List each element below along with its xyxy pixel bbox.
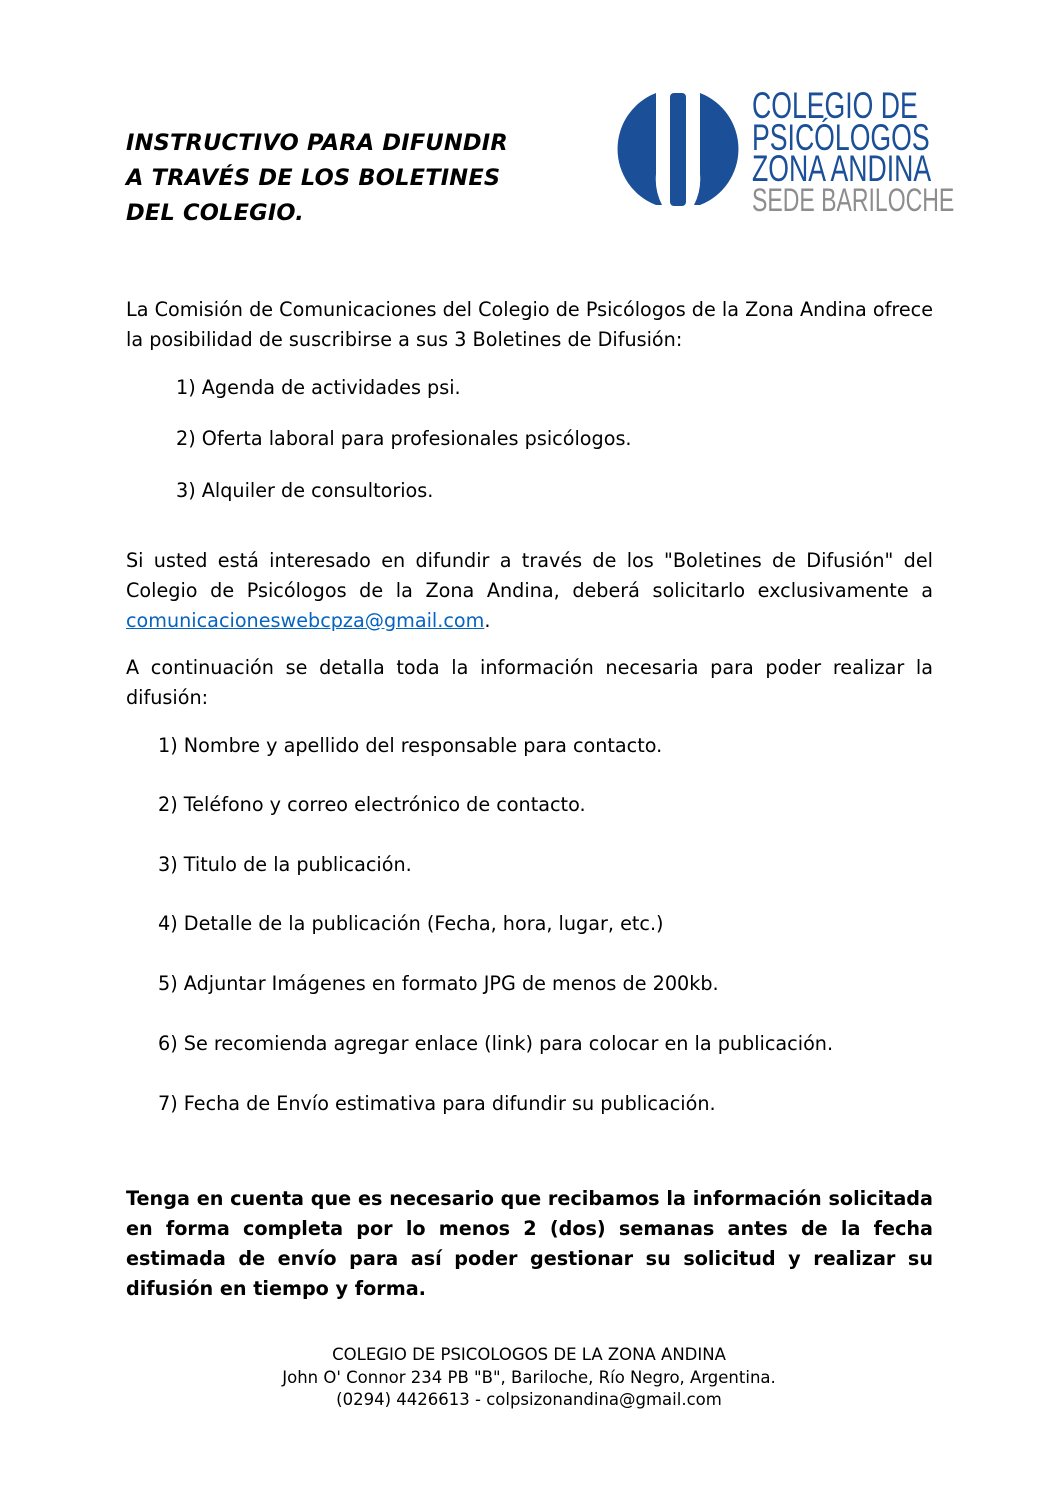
logo-line-4: SEDE BARILOCHE	[752, 181, 955, 218]
aviso-paragraph: Tenga en cuenta que es necesario que recibamos la información solicitada en forma completa por lo menos 2 (dos) semanas antes de la fecha estimada de envío para así poder gestionar su solicitud y realizar su difusión en tiempo y forma.	[126, 1187, 933, 1300]
title-line-1: INSTRUCTIVO PARA DIFUNDIR	[126, 130, 508, 156]
footer-contact: (0294) 4426613 - colpsizonandina@gmail.com	[336, 1390, 722, 1409]
title-line-3: DEL COLEGIO.	[126, 200, 304, 226]
interes-paragraph	[126, 546, 933, 636]
intro-paragraph: La Comisión de Comunicaciones del Colegio de Psicólogos de la Zona Andina ofrece la posibilidad de suscribirse a sus 3 Boletines de Difusión:	[126, 298, 933, 351]
requisito-item-5: 5) Adjuntar Imágenes en formato JPG de menos de 200kb.	[158, 972, 719, 995]
colegio-logo	[616, 85, 955, 218]
interes-period: .	[484, 609, 491, 632]
logo-wordmark	[752, 85, 955, 218]
continuacion-paragraph: A continuación se detalla toda la información necesaria para poder realizar la difusión:	[126, 656, 933, 709]
requisito-item-2: 2) Teléfono y correo electrónico de contacto.	[158, 793, 586, 816]
footer	[0, 1344, 1058, 1412]
logo-line-3: ZONA ANDINA	[752, 148, 932, 189]
requisito-item-6: 6) Se recomienda agregar enlace (link) para colocar en la publicación.	[158, 1032, 834, 1055]
title-line-2: A TRAVÉS DE LOS BOLETINES	[126, 165, 501, 191]
logo-line-1: COLEGIO DE	[752, 85, 918, 126]
footer-address: John O' Connor 234 PB "B", Bariloche, Río Negro, Argentina.	[282, 1367, 776, 1387]
logo-line-2: PSICÓLOGOS	[752, 116, 930, 158]
requisito-item-3: 3) Titulo de la publicación.	[158, 853, 412, 876]
email-link[interactable]: comunicacioneswebcpza@gmail.com	[126, 609, 485, 632]
requisito-item-7: 7) Fecha de Envío estimativa para difundir su publicación.	[158, 1092, 716, 1115]
boletin-item-2: 2) Oferta laboral para profesionales psicólogos.	[176, 427, 632, 450]
requisito-item-1: 1) Nombre y apellido del responsable para contacto.	[158, 734, 663, 757]
boletin-item-1: 1) Agenda de actividades psi.	[176, 376, 461, 399]
interes-text: Si usted está interesado en difundir a través de los "Boletines de Difusión" del Colegio de Psicólogos de la Zona Andina, deberá solicitarlo exclusivamente a	[126, 549, 933, 602]
boletin-item-3: 3) Alquiler de consultorios.	[176, 479, 434, 502]
requisito-item-4: 4) Detalle de la publicación (Fecha, hora, lugar, etc.)	[158, 912, 664, 935]
footer-name: COLEGIO DE PSICOLOGOS DE LA ZONA ANDINA	[332, 1345, 726, 1364]
document-title	[126, 126, 596, 231]
psi-symbol-icon	[616, 88, 740, 212]
